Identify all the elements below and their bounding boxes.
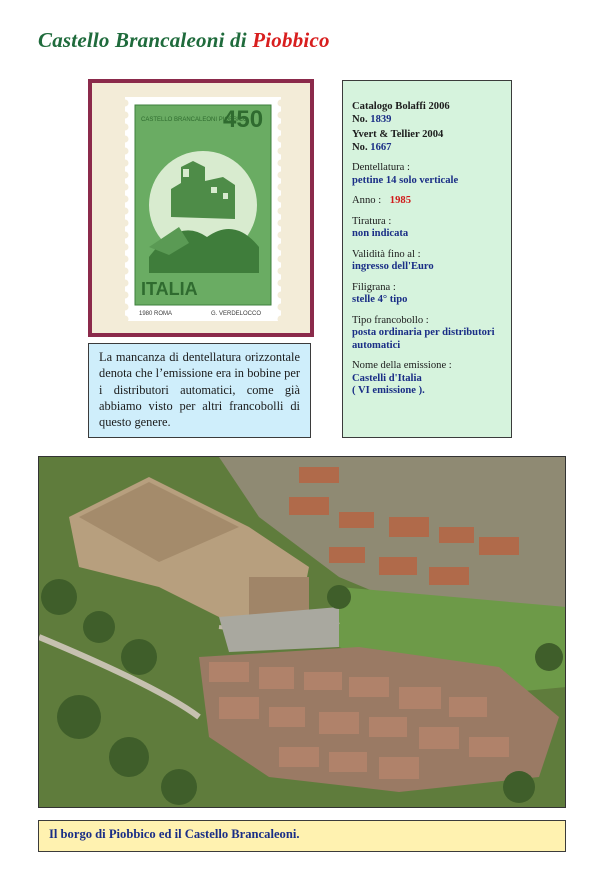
print-run: Tiratura : non indicata xyxy=(352,215,409,239)
year: Anno : 1985 xyxy=(352,195,411,206)
aerial-photo-image xyxy=(39,457,566,808)
stamp-type: Tipo francobollo : posta ordinaria per distributori automatici xyxy=(352,314,495,351)
perforation: Dentellatura : pettine 14 solo verticale xyxy=(352,162,459,186)
stamp-frame xyxy=(88,79,314,337)
stamp-info-panel xyxy=(342,80,512,438)
validity: Validità fino al : ingresso dell'Euro xyxy=(352,248,434,272)
catalog-bolaffi: Catalogo Bolaffi 2006 No. 1839 Yvert & Tellier 2004 No. 1667 xyxy=(352,101,450,153)
stamp-value: 450 xyxy=(223,106,264,133)
photo-caption: Il borgo di Piobbico ed il Castello Brancaleoni. xyxy=(38,820,566,852)
stamp-top-text: CASTELLO BRANCALEONI PIOBBICO xyxy=(141,117,248,123)
title-town: Piobbico xyxy=(252,28,330,52)
stamp-image xyxy=(119,97,287,321)
stamp-note: La mancanza di dentellatura orizzontale denota che l’emissione era in bobine per i distributori automatici, come già abbiamo visto per altri francobolli di questo genere. xyxy=(88,343,311,438)
stamp-country: ITALIA xyxy=(141,279,198,299)
stamp-bottom-right: G. VERDELOCCO xyxy=(211,311,262,317)
title-main: Castello Brancaleoni di xyxy=(38,28,247,52)
stamp-bottom-left: 1980 ROMA xyxy=(139,311,173,317)
aerial-photo xyxy=(38,456,566,808)
issue-name: Nome della emissione : Castelli d'Italia ( VI emissione ). xyxy=(352,360,452,396)
page-title xyxy=(38,28,330,53)
stamp-background xyxy=(92,83,310,333)
watermark: Filigrana : stelle 4° tipo xyxy=(352,281,408,305)
